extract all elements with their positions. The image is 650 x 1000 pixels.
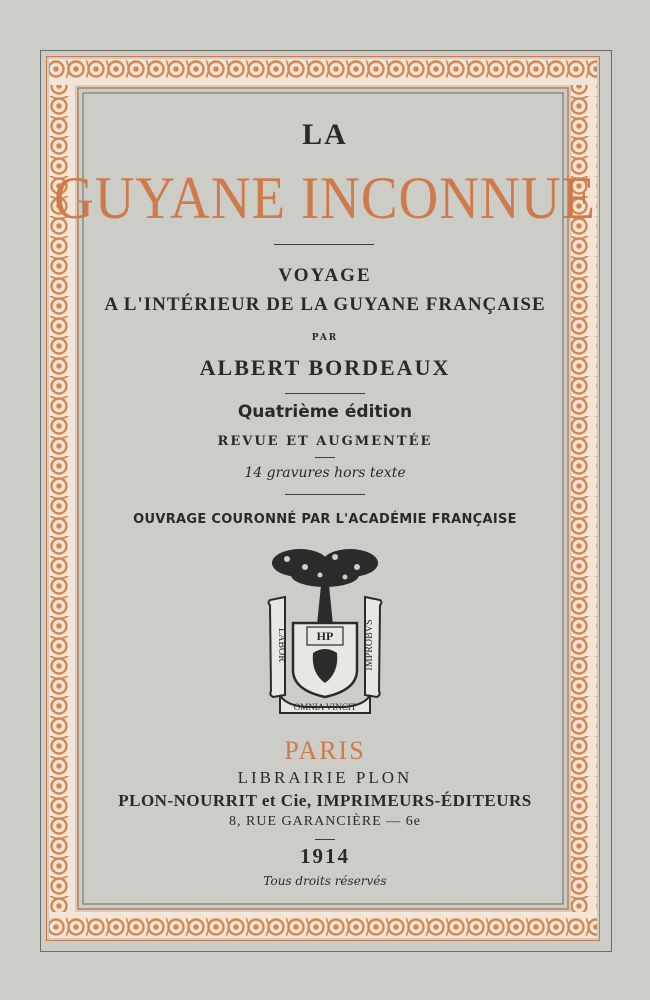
book-title: GUYANE INCONNUE xyxy=(53,163,597,232)
edition: Quatrième édition xyxy=(237,402,413,422)
emblem-motto-left: LABOR xyxy=(276,628,287,662)
publication-city: PARIS xyxy=(284,736,366,765)
author: ALBERT BORDEAUX xyxy=(199,355,451,380)
award-note: OUVRAGE COURONNÉ PAR L'ACADÉMIE FRANÇAISE xyxy=(133,512,517,527)
publisher-address: 8, RUE GARANCIÈRE — 6e xyxy=(229,814,421,829)
divider xyxy=(274,244,374,245)
emblem-motto-right: IMPROBVS xyxy=(364,619,375,671)
divider xyxy=(285,494,365,495)
publisher: LIBRAIRIE PLON xyxy=(237,768,413,787)
edition-note: REVUE ET AUGMENTÉE xyxy=(217,434,433,449)
divider xyxy=(315,839,335,840)
subtitle: A L'INTÉRIEUR DE LA GUYANE FRANÇAISE xyxy=(104,294,546,315)
emblem-monogram: HP xyxy=(316,629,334,643)
emblem-motto-bottom: OMNIA VINCIT xyxy=(293,702,357,712)
divider xyxy=(285,393,365,394)
title-article: LA xyxy=(302,118,348,151)
publication-year: 1914 xyxy=(300,844,350,868)
rights-notice: Tous droits réservés xyxy=(263,874,387,888)
divider xyxy=(315,457,335,458)
illustrations-note: 14 gravures hors texte xyxy=(244,465,406,481)
publisher-emblem xyxy=(265,545,385,715)
by-label: PAR xyxy=(311,333,339,343)
subtitle-voyage: VOYAGE xyxy=(278,265,372,286)
printers: PLON-NOURRIT et Cie, IMPRIMEURS-ÉDITEURS xyxy=(118,791,532,810)
